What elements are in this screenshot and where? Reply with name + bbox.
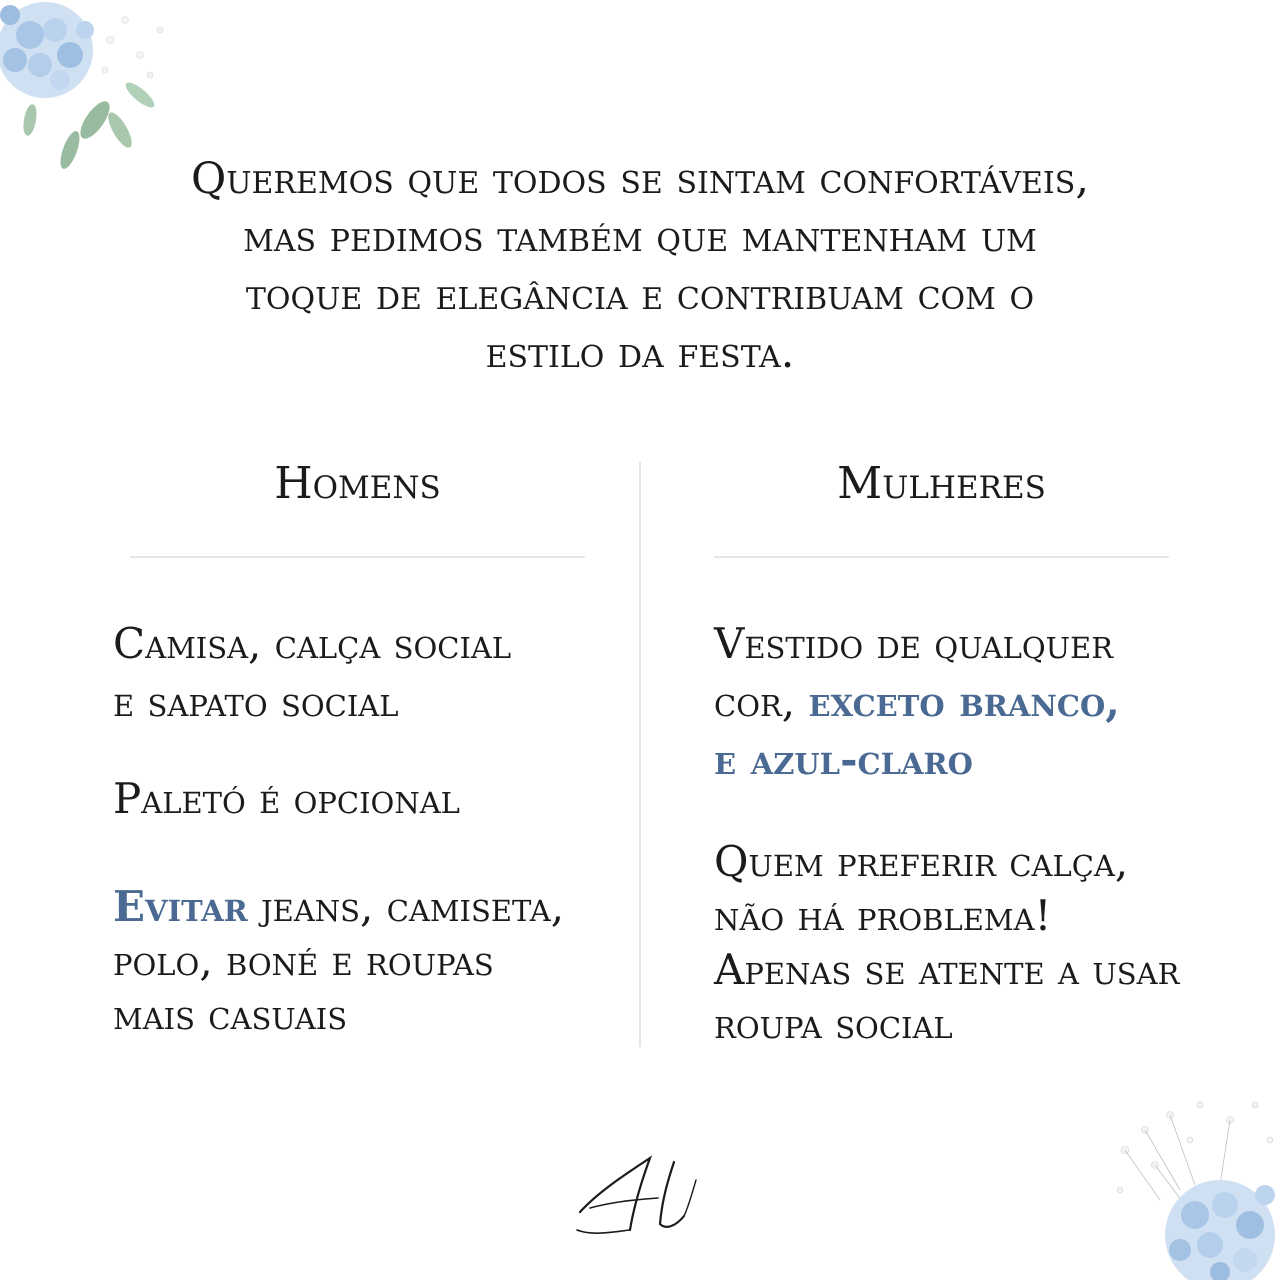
intro-text	[100, 150, 1180, 382]
women-item-dress-line	[714, 673, 1234, 731]
women-item-pants	[714, 835, 1234, 1051]
men-item-avoid-line: polo, boné e roupas	[113, 936, 494, 985]
women-item-pants-line: não há problema!	[714, 891, 1052, 940]
men-item-blazer	[113, 770, 613, 828]
dress-exception-highlight: exceto branco,	[808, 677, 1120, 726]
women-item-dress-line: Vestido de qualquer	[714, 619, 1114, 668]
women-heading: Mulheres	[837, 458, 1046, 509]
men-item-avoid-line	[113, 880, 613, 934]
women-item-pants-line: Quem preferir calça,	[714, 837, 1129, 886]
monogram-logo	[572, 1150, 708, 1240]
dress-color-text: cor,	[714, 677, 809, 726]
men-heading-divider	[130, 556, 585, 558]
men-item-avoid-line: mais casuais	[113, 990, 348, 1039]
intro-line: toque de elegância e contribuam com o	[245, 270, 1035, 320]
men-item-outfit-line: e sapato social	[113, 677, 399, 726]
hydrangea-flower-icon	[1100, 1090, 1280, 1280]
avoid-text: jeans, camiseta,	[247, 882, 565, 931]
men-item-avoid	[113, 880, 613, 1042]
men-item-outfit	[113, 615, 613, 731]
women-item-pants-line: roupa social	[714, 999, 953, 1048]
intro-line: Queremos que todos se sintam confortáveis,	[190, 154, 1089, 204]
intro-line: mas pedimos também que mantenham um	[243, 212, 1037, 262]
column-divider	[639, 462, 641, 1047]
women-heading-divider	[714, 556, 1169, 558]
dress-exception-highlight: e azul-claro	[714, 735, 973, 784]
men-item-blazer-line: Paletó é opcional	[113, 774, 460, 823]
intro-line: estilo da festa.	[485, 328, 795, 378]
avoid-highlight: Evitar	[113, 882, 248, 931]
women-item-dress	[714, 615, 1234, 789]
women-item-pants-line: Apenas se atente a usar	[714, 945, 1180, 994]
men-heading: Homens	[274, 458, 441, 509]
men-item-outfit-line: Camisa, calça social	[113, 619, 512, 668]
